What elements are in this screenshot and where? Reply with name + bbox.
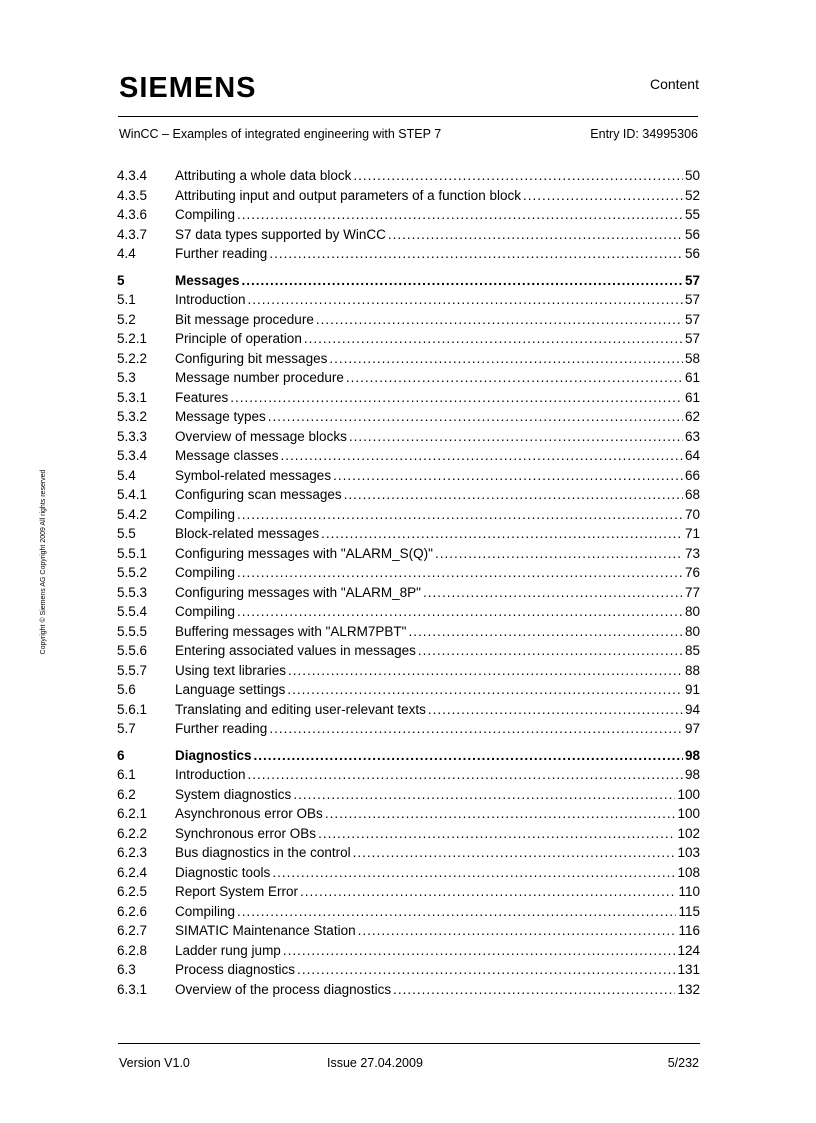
toc-number: 5.5.2: [117, 565, 148, 580]
toc-row: [117, 863, 700, 883]
document-title: WinCC – Examples of integrated engineering with STEP 7: [119, 127, 442, 141]
toc-number: 5.5.7: [117, 662, 148, 678]
toc-number: 5.5.3: [117, 584, 148, 600]
toc-chapter-row: [117, 746, 700, 766]
toc-title: Further reading: [175, 721, 268, 736]
toc-leader-dots: [346, 368, 683, 388]
toc-title: Message classes: [175, 448, 279, 463]
toc-page-number: 100: [677, 786, 700, 802]
toc-number: 6.2.3: [117, 845, 148, 860]
toc-leader-dots: [237, 902, 676, 922]
toc-number: 5.3.2: [117, 409, 148, 424]
toc-page-number: 124: [677, 942, 700, 958]
toc-leader-dots: [408, 622, 683, 642]
toc-number: 6.2.6: [117, 903, 148, 919]
toc-leader-dots: [353, 843, 676, 863]
toc-row: [117, 524, 700, 544]
toc-number: 5.4.1: [117, 487, 148, 502]
toc-page-number: 103: [677, 845, 700, 860]
toc-leader-dots: [230, 388, 683, 408]
toc-row: [117, 785, 700, 805]
toc-row: [117, 622, 700, 642]
toc-number: 5.4: [117, 467, 136, 483]
toc-leader-dots: [428, 700, 683, 720]
toc-number: 6.2.4: [117, 864, 148, 880]
toc-page-number: 56: [684, 226, 700, 242]
toc-leader-dots: [329, 349, 683, 369]
toc-title: Using text libraries: [175, 662, 287, 678]
toc-number: 5.6.1: [117, 701, 148, 717]
toc-title: Report System Error: [175, 884, 299, 899]
toc-number: 5.5.5: [117, 623, 148, 639]
toc-title: Compiling: [175, 207, 236, 222]
toc-row: [117, 824, 700, 844]
toc-title: Configuring messages with "ALARM_8P": [175, 584, 421, 600]
toc-row: [117, 921, 700, 941]
toc-page-number: 80: [684, 623, 700, 639]
toc-number: 6.2: [117, 786, 136, 802]
toc-row: [117, 661, 700, 681]
toc-page-number: 61: [684, 389, 700, 405]
toc-page-number: 98: [684, 767, 700, 782]
toc-page-number: 77: [684, 584, 700, 600]
toc-number: 5: [117, 272, 125, 288]
toc-row: [117, 680, 700, 700]
toc-row: [117, 765, 700, 785]
toc-number: 6.3: [117, 962, 136, 977]
toc-page-number: 132: [677, 981, 700, 997]
toc-page-number: 57: [684, 331, 700, 346]
toc-leader-dots: [293, 785, 675, 805]
toc-page-number: 91: [684, 682, 700, 697]
toc-page-number: 70: [684, 506, 700, 522]
toc-page-number: 71: [684, 526, 700, 541]
toc-number: 5.3: [117, 370, 136, 385]
toc-title: Message types: [175, 409, 266, 424]
toc-title: Messages: [175, 272, 240, 288]
toc-number: 6.2.5: [117, 884, 148, 899]
toc-leader-dots: [297, 960, 675, 980]
toc-number: 5.1: [117, 292, 136, 307]
toc-row: [117, 388, 700, 408]
toc-title: Symbol-related messages: [175, 467, 332, 483]
toc-leader-dots: [242, 271, 683, 291]
toc-leader-dots: [349, 427, 683, 447]
toc-leader-dots: [300, 882, 676, 902]
toc-row: [117, 310, 700, 330]
toc-title: SIMATIC Maintenance Station: [175, 923, 356, 938]
toc-title: Translating and editing user-relevant texts: [175, 701, 426, 717]
toc-row: [117, 641, 700, 661]
toc-row: [117, 843, 700, 863]
toc-number: 6.2.1: [117, 806, 148, 821]
toc-row: [117, 941, 700, 961]
toc-leader-dots: [333, 466, 683, 486]
toc-title: Asynchronous error OBs: [175, 806, 323, 821]
toc-number: 6.2.7: [117, 923, 148, 938]
toc-page-number: 76: [684, 565, 700, 580]
toc-row: [117, 427, 700, 447]
toc-leader-dots: [435, 544, 683, 564]
toc-leader-dots: [358, 921, 677, 941]
toc-row: [117, 349, 700, 369]
toc-leader-dots: [318, 824, 675, 844]
toc-leader-dots: [288, 661, 683, 681]
footer-issue: Issue 27.04.2009: [327, 1056, 423, 1070]
toc-row: [117, 225, 700, 245]
footer-version: Version V1.0: [119, 1056, 190, 1070]
toc-leader-dots: [237, 205, 683, 225]
toc-title: Diagnostics: [175, 747, 252, 763]
toc-number: 5.5.6: [117, 643, 148, 658]
toc-page-number: 94: [684, 701, 700, 717]
toc-leader-dots: [316, 310, 683, 330]
toc-number: 6: [117, 747, 125, 763]
toc-leader-dots: [248, 290, 683, 310]
toc-leader-dots: [325, 804, 676, 824]
toc-page-number: 62: [684, 409, 700, 424]
toc-row: [117, 544, 700, 564]
toc-number: 5.7: [117, 721, 136, 736]
toc-title: Compiling: [175, 506, 236, 522]
footer-page-number: 5/232: [667, 1056, 699, 1070]
toc-leader-dots: [287, 680, 683, 700]
toc-row: [117, 329, 700, 349]
toc-leader-dots: [237, 505, 683, 525]
toc-title: S7 data types supported by WinCC: [175, 226, 386, 242]
toc-leader-dots: [254, 746, 683, 766]
toc-leader-dots: [237, 602, 683, 622]
toc-title: Ladder rung jump: [175, 942, 281, 958]
toc-title: Message number procedure: [175, 370, 344, 385]
toc-leader-dots: [248, 765, 683, 785]
toc-page-number: 98: [684, 747, 700, 763]
toc-number: 6.2.2: [117, 825, 148, 841]
toc-title: Introduction: [175, 767, 246, 782]
toc-row: [117, 505, 700, 525]
header-rule: [118, 116, 698, 117]
toc-title: Compiling: [175, 903, 236, 919]
toc-leader-dots: [269, 244, 683, 264]
toc-leader-dots: [388, 225, 683, 245]
toc-row: [117, 205, 700, 225]
toc-row: [117, 485, 700, 505]
toc-row: [117, 166, 700, 186]
toc-row: [117, 368, 700, 388]
toc-page-number: 56: [684, 246, 700, 261]
toc-row: [117, 882, 700, 902]
toc-leader-dots: [268, 407, 683, 427]
toc-page-number: 63: [684, 428, 700, 444]
toc-page-number: 85: [684, 643, 700, 658]
toc-chapter-row: [117, 271, 700, 291]
toc-page-number: 57: [684, 292, 700, 307]
toc-title: Configuring messages with "ALARM_S(Q)": [175, 545, 433, 561]
toc-row: [117, 446, 700, 466]
toc-number: 5.5.4: [117, 604, 148, 619]
toc-number: 6.2.8: [117, 942, 148, 958]
toc-page-number: 80: [684, 604, 700, 619]
entry-id: Entry ID: 34995306: [590, 127, 698, 141]
footer-rule: [118, 1043, 700, 1044]
toc-number: 5.2.2: [117, 350, 148, 366]
toc-leader-dots: [321, 524, 683, 544]
toc-page-number: 97: [684, 721, 700, 736]
toc-row: [117, 804, 700, 824]
toc-title: Features: [175, 389, 229, 405]
toc-leader-dots: [283, 941, 676, 961]
toc-number: 5.5: [117, 526, 136, 541]
toc-leader-dots: [523, 186, 683, 206]
toc-title: Entering associated values in messages: [175, 643, 416, 658]
toc-row: [117, 700, 700, 720]
table-of-contents: [117, 166, 700, 999]
toc-title: Block-related messages: [175, 526, 320, 541]
toc-title: Language settings: [175, 682, 286, 697]
toc-title: Compiling: [175, 604, 236, 619]
toc-title: Bit message procedure: [175, 311, 314, 327]
toc-leader-dots: [237, 563, 683, 583]
toc-title: Principle of operation: [175, 331, 302, 346]
toc-number: 4.3.4: [117, 168, 148, 183]
toc-number: 5.4.2: [117, 506, 148, 522]
toc-page-number: 131: [677, 962, 700, 977]
toc-title: System diagnostics: [175, 786, 292, 802]
toc-number: 5.3.3: [117, 428, 148, 444]
toc-page-number: 52: [684, 187, 700, 203]
toc-number: 6.1: [117, 767, 136, 782]
toc-leader-dots: [423, 583, 683, 603]
toc-number: 5.3.4: [117, 448, 148, 463]
toc-number: 5.2.1: [117, 331, 148, 346]
siemens-logo: SIEMENS: [119, 72, 257, 104]
toc-page-number: 116: [678, 923, 700, 938]
toc-row: [117, 902, 700, 922]
toc-leader-dots: [269, 719, 683, 739]
toc-title: Further reading: [175, 246, 268, 261]
toc-row: [117, 583, 700, 603]
toc-title: Configuring bit messages: [175, 350, 328, 366]
toc-page-number: 50: [684, 168, 700, 183]
toc-leader-dots: [304, 329, 683, 349]
toc-title: Process diagnostics: [175, 962, 296, 977]
toc-row: [117, 563, 700, 583]
toc-title: Bus diagnostics in the control: [175, 845, 351, 860]
toc-leader-dots: [344, 485, 683, 505]
toc-page-number: 58: [684, 350, 700, 366]
toc-leader-dots: [272, 863, 675, 883]
copyright-text: Copyright © Siemens AG Copyright 2009 All rights reserved: [40, 469, 47, 655]
toc-page-number: 57: [684, 311, 700, 327]
toc-number: 4.3.5: [117, 187, 148, 203]
toc-title: Overview of the process diagnostics: [175, 981, 392, 997]
toc-title: Attributing a whole data block: [175, 168, 352, 183]
toc-page-number: 68: [684, 487, 700, 502]
toc-page-number: 66: [684, 467, 700, 483]
toc-row: [117, 719, 700, 739]
toc-page-number: 55: [684, 207, 700, 222]
toc-number: 4.3.7: [117, 226, 148, 242]
toc-row: [117, 186, 700, 206]
toc-page-number: 102: [677, 825, 700, 841]
toc-title: Configuring scan messages: [175, 487, 342, 502]
toc-page-number: 61: [684, 370, 700, 385]
toc-page-number: 73: [684, 545, 700, 561]
toc-number: 5.3.1: [117, 389, 148, 405]
toc-page-number: 57: [684, 272, 700, 288]
toc-row: [117, 980, 700, 1000]
toc-number: 4.3.6: [117, 207, 148, 222]
toc-number: 5.6: [117, 682, 136, 697]
toc-page-number: 64: [684, 448, 700, 463]
toc-leader-dots: [281, 446, 683, 466]
toc-title: Diagnostic tools: [175, 864, 271, 880]
toc-title: Compiling: [175, 565, 236, 580]
toc-row: [117, 602, 700, 622]
toc-page-number: 108: [677, 864, 700, 880]
toc-leader-dots: [393, 980, 675, 1000]
toc-title: Buffering messages with "ALRM7PBT": [175, 623, 407, 639]
toc-row: [117, 290, 700, 310]
toc-leader-dots: [353, 166, 683, 186]
toc-number: 5.2: [117, 311, 136, 327]
toc-page-number: 110: [678, 884, 700, 899]
toc-row: [117, 960, 700, 980]
toc-row: [117, 244, 700, 264]
section-label: Content: [649, 76, 699, 92]
toc-row: [117, 466, 700, 486]
toc-number: 6.3.1: [117, 981, 148, 997]
toc-page-number: 115: [678, 903, 700, 919]
toc-number: 5.5.1: [117, 545, 148, 561]
toc-number: 4.4: [117, 246, 136, 261]
toc-page-number: 88: [684, 662, 700, 678]
toc-page-number: 100: [677, 806, 700, 821]
toc-title: Introduction: [175, 292, 246, 307]
toc-row: [117, 407, 700, 427]
toc-leader-dots: [418, 641, 683, 661]
toc-title: Attributing input and output parameters of a function block: [175, 187, 521, 203]
toc-title: Overview of message blocks: [175, 428, 347, 444]
toc-title: Synchronous error OBs: [175, 825, 317, 841]
